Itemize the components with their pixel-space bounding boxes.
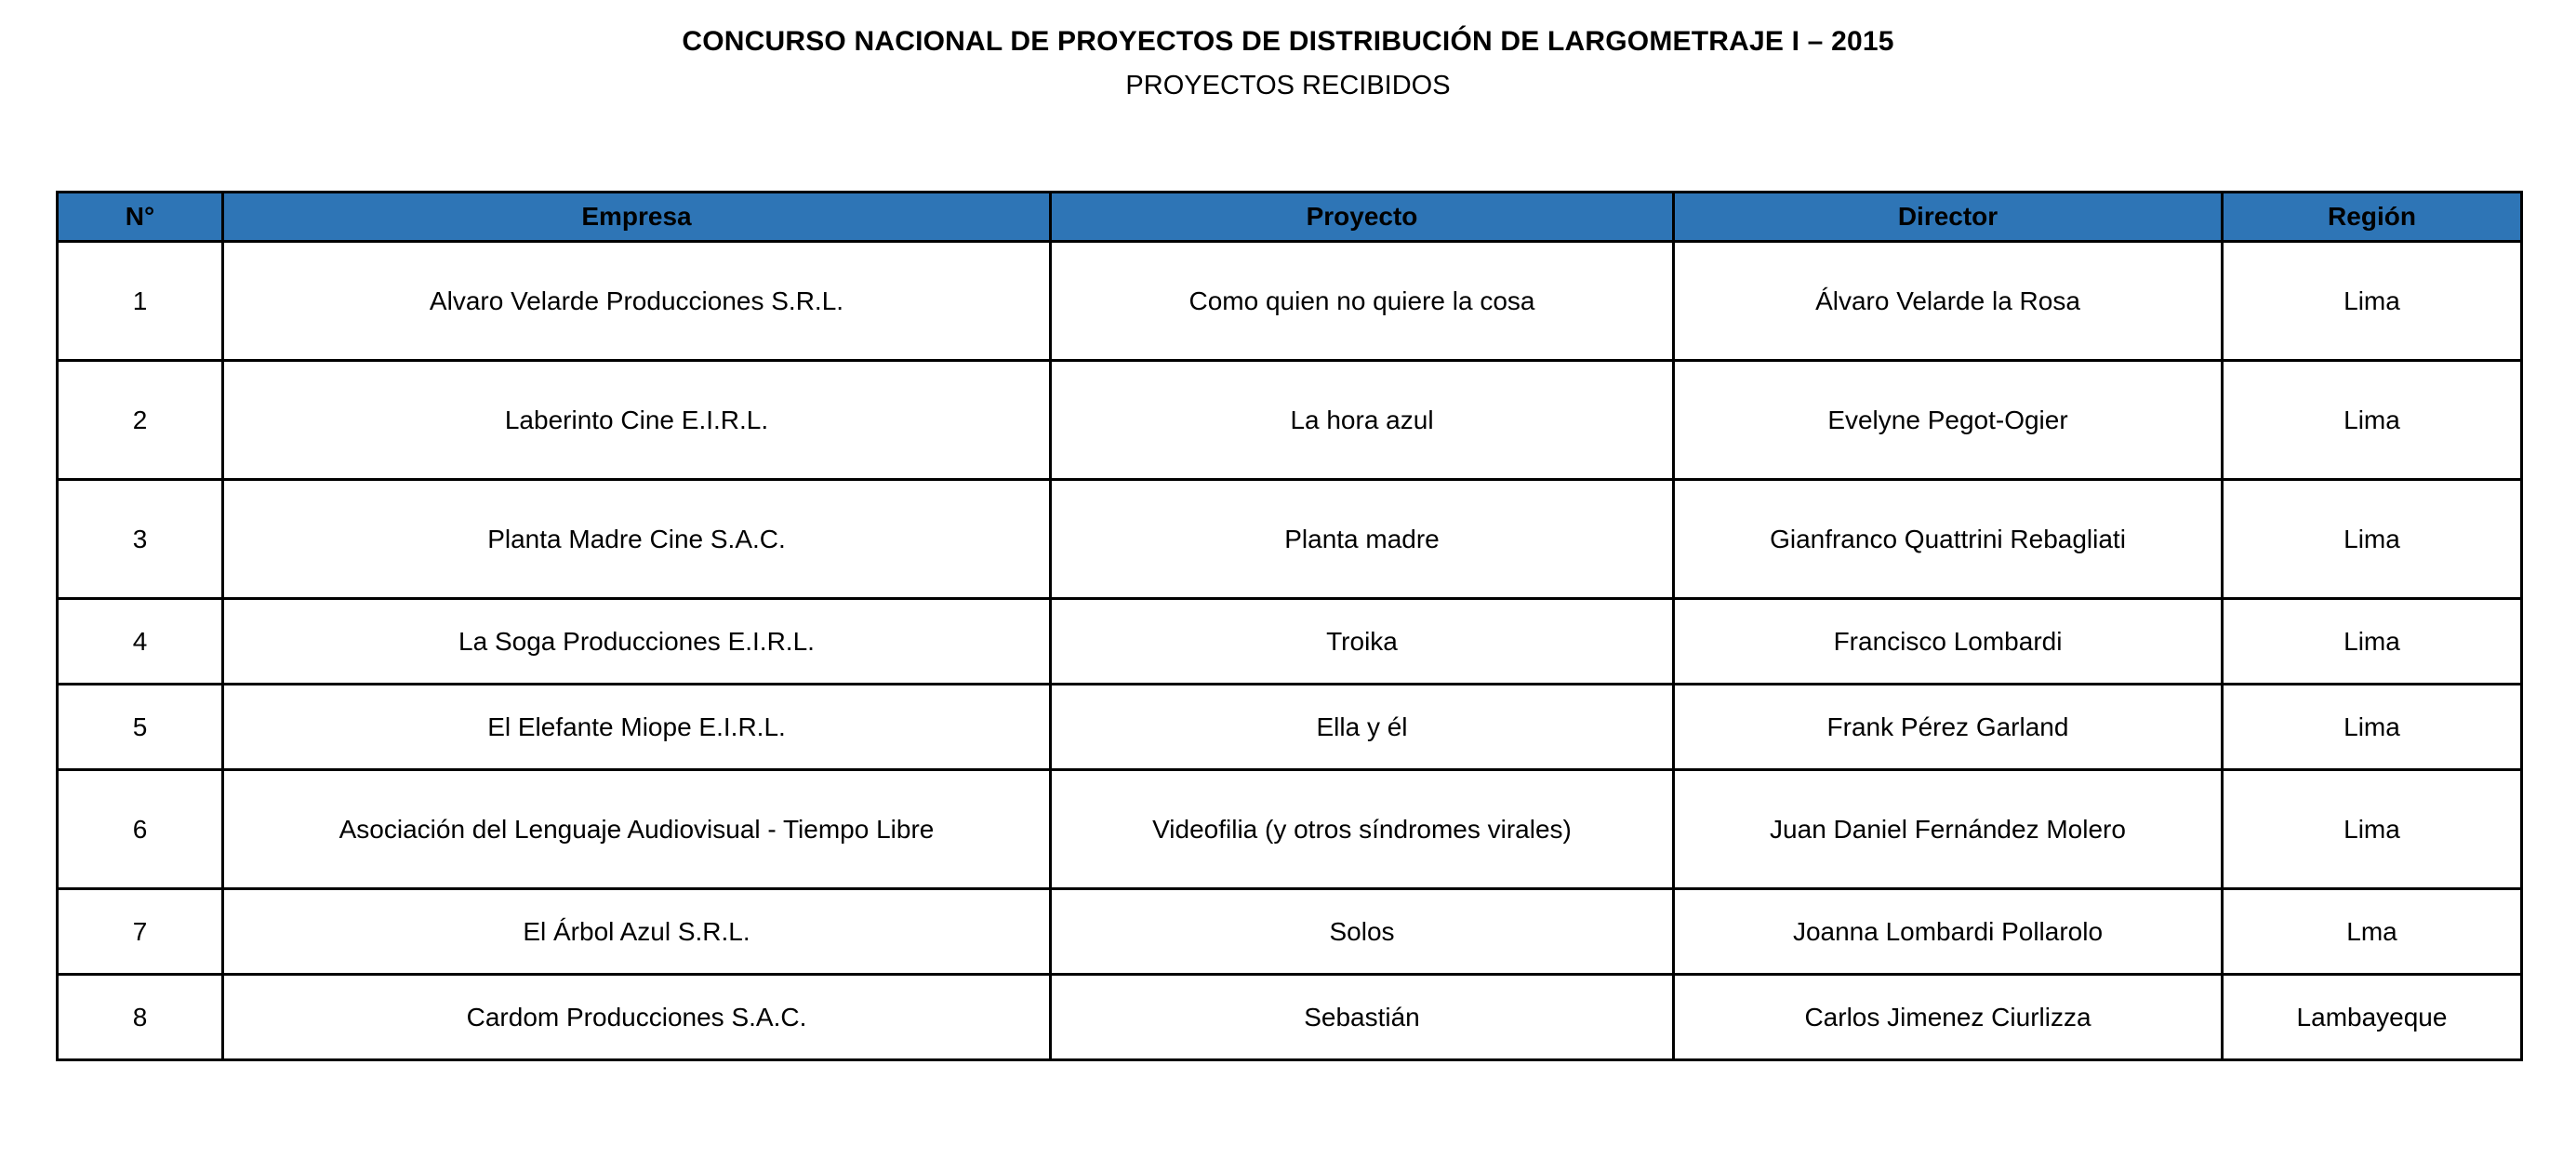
- cell-numero: 8: [58, 975, 223, 1060]
- cell-empresa: Asociación del Lenguaje Audiovisual - Tiempo Libre: [223, 770, 1051, 889]
- column-header-numero: N°: [58, 193, 223, 242]
- cell-empresa: Planta Madre Cine S.A.C.: [223, 480, 1051, 599]
- projects-table-wrapper: [56, 191, 2520, 1061]
- table-header: [58, 193, 2522, 242]
- cell-numero: 6: [58, 770, 223, 889]
- column-header-empresa: Empresa: [223, 193, 1051, 242]
- table-row: [58, 480, 2522, 599]
- table-row: [58, 599, 2522, 685]
- cell-numero: 5: [58, 685, 223, 770]
- cell-proyecto: Videofilia (y otros síndromes virales): [1051, 770, 1674, 889]
- cell-director: Carlos Jimenez Ciurlizza: [1674, 975, 2223, 1060]
- cell-region: Lma: [2223, 889, 2522, 975]
- table-row: [58, 685, 2522, 770]
- column-header-proyecto: Proyecto: [1051, 193, 1674, 242]
- cell-director: Juan Daniel Fernández Molero: [1674, 770, 2223, 889]
- cell-empresa: Laberinto Cine E.I.R.L.: [223, 361, 1051, 480]
- column-header-region: Región: [2223, 193, 2522, 242]
- cell-numero: 1: [58, 242, 223, 361]
- cell-director: Evelyne Pegot-Ogier: [1674, 361, 2223, 480]
- cell-proyecto: Troika: [1051, 599, 1674, 685]
- cell-empresa: Alvaro Velarde Producciones S.R.L.: [223, 242, 1051, 361]
- cell-numero: 4: [58, 599, 223, 685]
- table-body: [58, 242, 2522, 1060]
- title-block: [0, 0, 2576, 103]
- cell-region: Lambayeque: [2223, 975, 2522, 1060]
- cell-region: Lima: [2223, 599, 2522, 685]
- cell-region: Lima: [2223, 770, 2522, 889]
- cell-region: Lima: [2223, 361, 2522, 480]
- cell-proyecto: Ella y él: [1051, 685, 1674, 770]
- cell-empresa: El Elefante Miope E.I.R.L.: [223, 685, 1051, 770]
- table-row: [58, 361, 2522, 480]
- table-row: [58, 242, 2522, 361]
- projects-table: [56, 191, 2523, 1061]
- cell-proyecto: Planta madre: [1051, 480, 1674, 599]
- cell-numero: 2: [58, 361, 223, 480]
- table-row: [58, 889, 2522, 975]
- column-header-director: Director: [1674, 193, 2223, 242]
- cell-proyecto: Como quien no quiere la cosa: [1051, 242, 1674, 361]
- cell-director: Francisco Lombardi: [1674, 599, 2223, 685]
- page-subtitle: PROYECTOS RECIBIDOS: [1125, 70, 1451, 100]
- cell-empresa: Cardom Producciones S.A.C.: [223, 975, 1051, 1060]
- cell-region: Lima: [2223, 480, 2522, 599]
- cell-director: Frank Pérez Garland: [1674, 685, 2223, 770]
- cell-region: Lima: [2223, 685, 2522, 770]
- cell-numero: 7: [58, 889, 223, 975]
- cell-region: Lima: [2223, 242, 2522, 361]
- cell-proyecto: La hora azul: [1051, 361, 1674, 480]
- cell-numero: 3: [58, 480, 223, 599]
- cell-proyecto: Sebastián: [1051, 975, 1674, 1060]
- cell-director: Joanna Lombardi Pollarolo: [1674, 889, 2223, 975]
- cell-director: Gianfranco Quattrini Rebagliati: [1674, 480, 2223, 599]
- page-title: CONCURSO NACIONAL DE PROYECTOS DE DISTRIBUCIÓN DE LARGOMETRAJE I – 2015: [682, 26, 1894, 57]
- table-row: [58, 770, 2522, 889]
- cell-proyecto: Solos: [1051, 889, 1674, 975]
- cell-director: Álvaro Velarde la Rosa: [1674, 242, 2223, 361]
- table-header-row: [58, 193, 2522, 242]
- table-row: [58, 975, 2522, 1060]
- cell-empresa: La Soga Producciones E.I.R.L.: [223, 599, 1051, 685]
- cell-empresa: El Árbol Azul S.R.L.: [223, 889, 1051, 975]
